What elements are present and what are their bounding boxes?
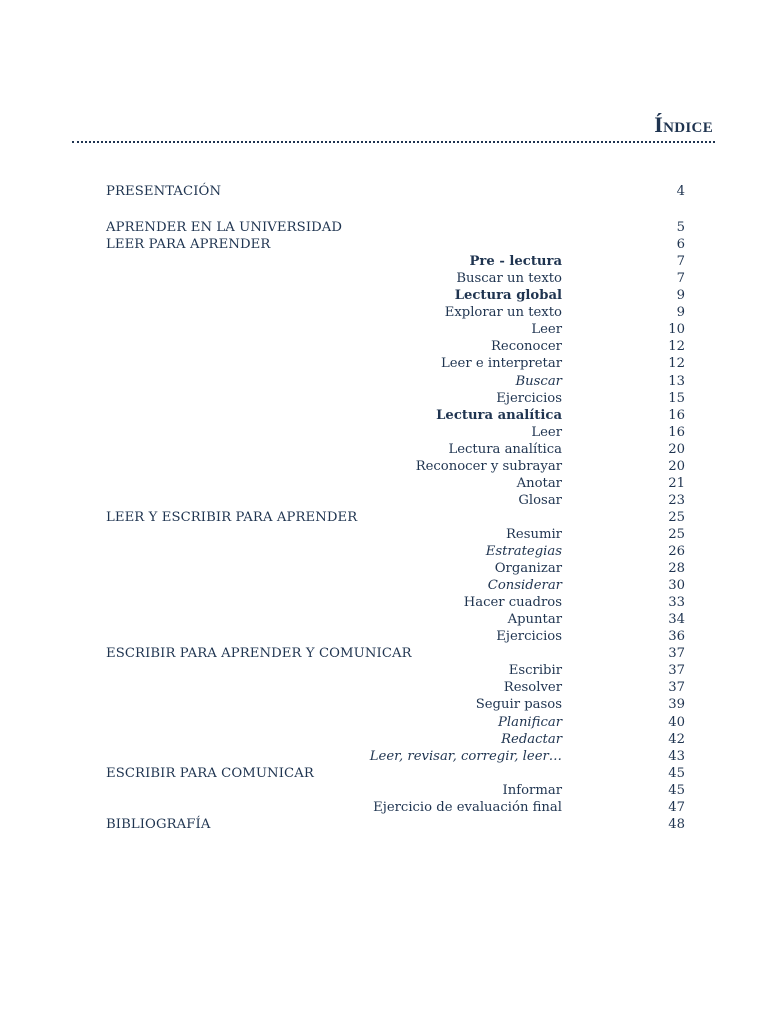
toc-entry [0, 799, 768, 816]
toc-entry-page-number: 15 [668, 390, 685, 406]
toc-entry [0, 287, 768, 304]
toc-entry-page-number: 12 [668, 356, 685, 372]
toc-entry-page-number: 20 [668, 458, 685, 474]
toc-entry [0, 782, 768, 799]
toc-entry [0, 765, 768, 782]
toc-entry [0, 611, 768, 628]
toc-entry-label: Resumir [505, 526, 562, 542]
toc-entry [0, 492, 768, 509]
toc-entry-page-number: 30 [668, 578, 685, 593]
toc-entry [0, 270, 768, 287]
toc-entry-page-number: 26 [668, 544, 685, 559]
toc-entry [0, 355, 768, 372]
toc-entry [0, 577, 768, 594]
toc-entry-page-number: 4 [676, 184, 685, 199]
toc-entry-label: LEER PARA APRENDER [106, 237, 271, 253]
toc-entry-label: Glosar [518, 492, 562, 508]
toc-entry-label: Buscar un texto [456, 271, 562, 287]
toc-entry-page-number: 5 [676, 220, 685, 235]
toc-entry [0, 407, 768, 424]
toc-entry [0, 338, 768, 355]
toc-entry-page-number: 9 [676, 288, 685, 304]
toc-entry-label: PRESENTACIÓN [106, 184, 222, 199]
toc-entry [0, 183, 768, 200]
toc-entry-page-number: 7 [676, 271, 685, 287]
toc-entry-page-number: 37 [668, 680, 685, 696]
toc-entry-page-number: 12 [668, 339, 685, 355]
toc-entry [0, 475, 768, 492]
toc-entry-page-number: 40 [668, 714, 685, 730]
toc-entry-page-number: 28 [668, 561, 685, 576]
toc-entry-page-number: 37 [668, 663, 685, 679]
toc-entry-label: Ejercicios [496, 629, 562, 645]
dotted-divider [72, 141, 715, 143]
toc-entry-label: Reconocer y subrayar [415, 458, 562, 474]
toc-entry-page-number: 25 [668, 526, 685, 542]
toc-entry [0, 748, 768, 765]
toc-entry [0, 714, 768, 731]
toc-entry-label: Leer [531, 322, 562, 338]
toc-entry [0, 441, 768, 458]
toc-entry-page-number: 34 [668, 612, 685, 628]
toc-entry [0, 816, 768, 833]
toc-entry-label: Explorar un texto [444, 305, 562, 321]
toc-entry [0, 321, 768, 338]
toc-entry-page-number: 33 [668, 595, 685, 611]
toc-entry-page-number: 13 [668, 373, 685, 389]
toc-entry-page-number: 45 [668, 782, 685, 798]
toc-entry-page-number: 9 [676, 305, 685, 321]
toc-entry-page-number: 36 [668, 629, 685, 645]
toc-entry-label: Resolver [503, 680, 562, 696]
toc-entry-page-number: 6 [676, 237, 685, 253]
toc-entry-label: Leer [531, 424, 562, 440]
page-title: Índice [654, 112, 713, 137]
toc-entry-label: ESCRIBIR PARA APRENDER Y COMUNICAR [106, 646, 412, 662]
toc-entry-label: Hacer cuadros [463, 595, 562, 611]
toc-entry-label: Estrategias [485, 544, 562, 559]
toc-entry-label: Anotar [516, 475, 562, 491]
toc-entry-page-number: 23 [668, 492, 685, 508]
toc-entry [0, 219, 768, 236]
toc-entry [0, 696, 768, 713]
toc-entry-label: Leer e interpretar [441, 356, 562, 372]
toc-entry-label: Organizar [494, 561, 562, 576]
toc-entry-page-number: 48 [668, 816, 685, 832]
toc-entry [0, 373, 768, 390]
toc-entry-page-number: 7 [676, 254, 685, 270]
toc-entry [0, 253, 768, 270]
toc-entry-label: Ejercicios [496, 390, 562, 406]
toc-entry-label: Reconocer [491, 339, 562, 355]
toc-entry-label: Planificar [497, 714, 562, 730]
toc-entry-label: Leer, revisar, corregir, leer… [369, 748, 562, 764]
toc-entry-label: Considerar [487, 578, 562, 593]
toc-entry [0, 594, 768, 611]
toc-entry-page-number: 20 [668, 441, 685, 457]
toc-entry [0, 424, 768, 441]
toc-entry [0, 304, 768, 321]
toc-entry [0, 645, 768, 662]
toc-entry [0, 236, 768, 253]
toc-entry-page-number: 25 [668, 509, 685, 525]
toc-entry-page-number: 16 [668, 424, 685, 440]
toc-entry [0, 526, 768, 543]
toc-entry-label: Redactar [501, 731, 562, 747]
toc-entry-label: BIBLIOGRAFÍA [106, 816, 211, 832]
toc-entry [0, 543, 768, 560]
toc-entry-page-number: 42 [668, 731, 685, 747]
toc-entry-label: Lectura analítica [448, 441, 562, 457]
toc-entry [0, 458, 768, 475]
toc-entry [0, 679, 768, 696]
toc-entry-page-number: 16 [668, 407, 685, 423]
toc-entry-label: Lectura analítica [436, 407, 562, 423]
toc-entry [0, 390, 768, 407]
toc-entry [0, 628, 768, 645]
toc-entry [0, 560, 768, 577]
toc-entry-page-number: 45 [668, 765, 685, 781]
toc-entry-label: Ejercicio de evaluación final [373, 799, 562, 815]
toc-entry-page-number: 43 [668, 748, 685, 764]
toc-entry-label: Escribir [508, 663, 562, 679]
toc-entry-label: APRENDER EN LA UNIVERSIDAD [106, 220, 343, 235]
toc-entry-label: Apuntar [507, 612, 562, 628]
toc-entry-label: Lectura global [454, 288, 562, 304]
toc-entry-page-number: 39 [668, 697, 685, 713]
toc-entry [0, 509, 768, 526]
toc-entry [0, 662, 768, 679]
toc-entry-label: Informar [502, 782, 562, 798]
toc-entry-label: LEER Y ESCRIBIR PARA APRENDER [106, 509, 358, 525]
toc-entry-label: Seguir pasos [475, 697, 562, 713]
toc-entry-label: Pre - lectura [469, 254, 562, 270]
toc-entry-label: ESCRIBIR PARA COMUNICAR [106, 765, 314, 781]
toc-entry-page-number: 37 [668, 646, 685, 662]
toc-entry-page-number: 10 [668, 322, 685, 338]
toc-entry-label: Buscar [515, 373, 562, 389]
toc-entry-page-number: 47 [668, 799, 685, 815]
toc-entry-page-number: 21 [668, 475, 685, 491]
toc-entry [0, 731, 768, 748]
